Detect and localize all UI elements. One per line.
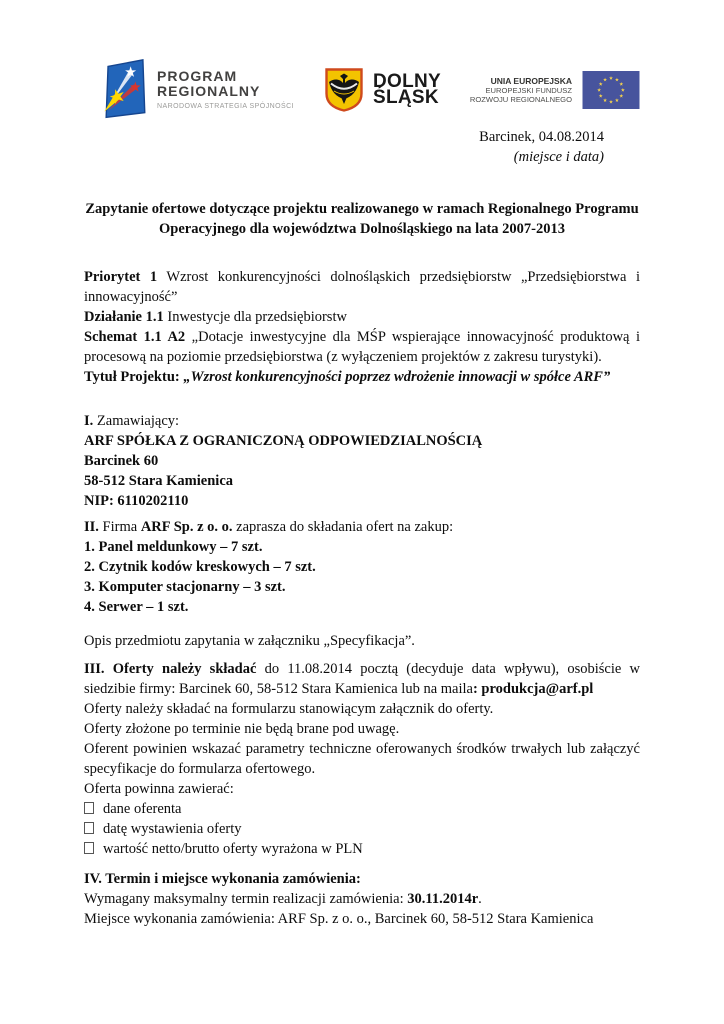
offer-requirement-text: datę wystawienia oferty: [103, 821, 242, 837]
unia-europejska-logo: [470, 71, 640, 109]
dolny-slask-text: [372, 71, 441, 108]
place-of-execution-line: Miejsce wykonania zamówienia: ARF Sp. z o. o., Barcinek 60, 58-512 Stara Kamienica: [84, 911, 594, 927]
offer-requirement-text: dane oferenta: [103, 801, 182, 817]
program-regionalny-subtitle: NARODOWA STRATEGIA SPÓJNOŚCI: [157, 103, 295, 110]
section3-params-line: Oferent powinien wskazać parametry techniczne oferowanych środków trwałych lub załączyć specyfikacje do formularza ofertowego.: [84, 741, 640, 777]
program-regionalny-name-line1: PROGRAM: [157, 68, 238, 84]
section2-intro-post: zaprasza do składania ofert na zakup:: [236, 519, 454, 535]
purchase-item: 3. Komputer stacjonarny – 3 szt.: [84, 579, 286, 595]
program-regionalny-text: [157, 69, 294, 111]
offer-requirement-item: [84, 799, 640, 819]
section-termin-miejsce: [84, 869, 640, 929]
section1-heading: [84, 411, 640, 431]
checkbox-bullet-icon: [84, 802, 94, 814]
program-regionalny-logo: [102, 58, 294, 122]
logos-header: [102, 57, 640, 123]
purchase-item: 2. Czytnik kodów kreskowych – 7 szt.: [84, 559, 316, 575]
purchase-item: 4. Serwer – 1 szt.: [84, 599, 189, 615]
document-title-line1: Zapytanie ofertowe dotyczące projektu realizowanego w ramach Regionalnego Programu: [85, 201, 639, 217]
purchase-item: 1. Panel meldunkowy – 7 szt.: [84, 539, 263, 555]
dzialanie-text: Inwestycje dla przedsiębiorstw: [167, 309, 347, 325]
eu-text-line2: EUROPEJSKI FUNDUSZ: [485, 86, 572, 95]
schemat-label: Schemat 1.1 A2: [84, 329, 186, 345]
checkbox-bullet-icon: [84, 842, 94, 854]
schemat-text: „Dotacje inwestycyjne dla MŚP wspierające innowacyjność produktową i procesową na poziomie przedsiębiorstwa (z wyłączeniem projektów z zakresu turystyki).: [84, 329, 640, 365]
unia-europejska-text: [470, 76, 572, 104]
priorytet-line: [84, 267, 640, 307]
eu-text-line3: ROZWOJU REGIONALNEGO: [469, 95, 572, 104]
buyer-address-line2: 58-512 Stara Kamienica: [84, 473, 234, 489]
section-zamawiajacy: [84, 411, 640, 511]
buyer-address-line1: Barcinek 60: [84, 453, 159, 469]
buyer-company-name: ARF SPÓŁKA Z OGRANICZONĄ ODPOWIEDZIALNOŚCIĄ: [84, 433, 483, 449]
document-title: [84, 199, 640, 239]
section4-heading: IV. Termin i miejsce wykonania zamówienia:: [84, 871, 361, 887]
email-text: : produkcja@arf.pl: [472, 681, 594, 697]
place-date-caption: (miejsce i data): [513, 149, 604, 165]
offer-requirement-item: [84, 839, 640, 859]
section-przedmiot-zakupu: [84, 517, 640, 651]
section-skladanie-ofert: [84, 659, 640, 859]
section1-heading-text: Zamawiający:: [96, 413, 180, 429]
schemat-line: [84, 327, 640, 367]
section2-intro-pre: Firma: [102, 519, 138, 535]
eu-flag-icon: [582, 71, 640, 109]
program-regionalny-name-line2: REGIONALNY: [157, 83, 261, 99]
dolny-slask-logo: [323, 67, 441, 113]
tytul-projektu-label: Tytuł Projektu:: [84, 369, 180, 385]
priorytet-text: Wzrost konkurencyjności dolnośląskich przedsiębiorstw „Przedsiębiorstwa i innowacyjność”: [84, 269, 640, 305]
dolny-slask-name-line1: DOLNY: [372, 71, 441, 92]
priorytet-label: Priorytet 1: [84, 269, 158, 285]
programme-info: [84, 267, 640, 387]
deadline-pre: Wymagany maksymalny termin realizacji zamówienia:: [84, 891, 404, 907]
section3-lead-text: do 11.08.2014 pocztą (decyduje data wpływu), osobiście w siedzibie firmy: Barcinek 60, 58-512 Stara Kamienica lub na maila: [84, 661, 641, 697]
tytul-projektu-text: „Wzrost konkurencyjności poprzez wdrożenie innowacji w spółce ARF”: [183, 369, 611, 385]
section3-form-line: Oferty należy składać na formularzu stanowiącym załącznik do oferty.: [84, 701, 494, 717]
section3-lead-bold: III. Oferty należy składać: [84, 661, 257, 677]
nss-flag-icon: [102, 58, 148, 122]
dolny-slask-crest-icon: [323, 67, 365, 113]
deadline-line: [84, 889, 640, 909]
section3-late-line: Oferty złożone po terminie nie będą brane pod uwagę.: [84, 721, 400, 737]
section3-contains-line: Oferta powinna zawierać:: [84, 781, 234, 797]
place-date: Barcinek, 04.08.2014: [479, 129, 604, 145]
deadline-post: .: [478, 891, 482, 907]
place-date-block: [84, 127, 640, 167]
section2-intro: [84, 517, 640, 537]
section3-lead: [84, 659, 640, 699]
deadline-date: 30.11.2014r: [407, 891, 479, 907]
tytul-projektu-line: [84, 367, 640, 387]
specification-note: Opis przedmiotu zapytania w załączniku „Specyfikacja”.: [84, 633, 415, 649]
section1-number: I.: [84, 413, 94, 429]
checkbox-bullet-icon: [84, 822, 94, 834]
dzialanie-label: Działanie 1.1: [84, 309, 164, 325]
document-title-line2: Operacyjnego dla województwa Dolnośląskiego na lata 2007-2013: [159, 221, 565, 237]
buyer-nip: NIP: 6110202110: [84, 493, 189, 509]
section2-company: ARF Sp. z o. o.: [140, 519, 233, 535]
offer-requirement-text: wartość netto/brutto oferty wyrażona w PLN: [103, 841, 363, 857]
eu-text-line1: UNIA EUROPEJSKA: [490, 76, 572, 86]
dolny-slask-name-line2: ŚLĄSK: [372, 87, 439, 108]
dzialanie-line: [84, 307, 640, 327]
offer-requirement-item: [84, 819, 640, 839]
section2-number: II.: [84, 519, 99, 535]
